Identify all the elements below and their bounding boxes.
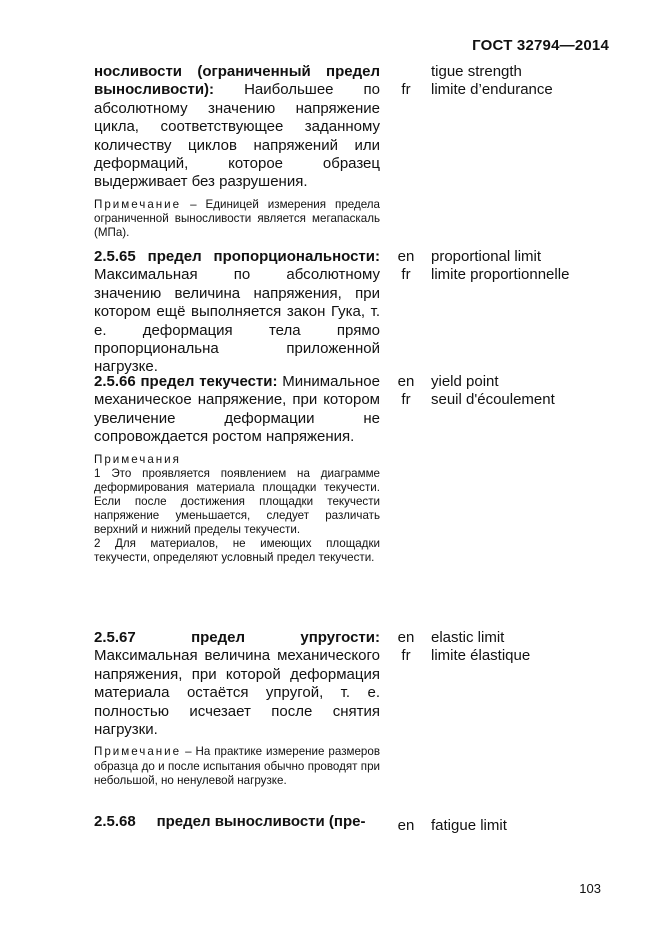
- note-label: Примечание: [94, 745, 182, 759]
- page-number: 103: [579, 881, 601, 896]
- lang-code: fr: [401, 647, 411, 665]
- foreign-term: limite d’endurance: [431, 81, 553, 99]
- term-number: 2.5.68: [94, 813, 136, 830]
- term-definition: Наибольшее по абсолютному значению напряжение цикла, соответствующее заданному количеству циклов напряжений или деформаций, которое образец выдерживает без разрушения.: [94, 81, 380, 191]
- lang-code: en: [397, 817, 415, 834]
- term-definition: Минимальное механическое напряжение, при котором увеличение деформации не сопровождается ростом напряжения.: [94, 373, 380, 446]
- foreign-term: elastic limit: [431, 629, 505, 646]
- entry-2-5-66: [94, 373, 380, 565]
- entry-notes: [94, 453, 380, 566]
- foreign-terms: [431, 629, 651, 666]
- language-codes: [394, 63, 418, 100]
- language-codes: [394, 373, 418, 410]
- entry-body: [94, 373, 380, 447]
- foreign-term: fatigue limit: [431, 817, 507, 834]
- entry-2-5-68: [94, 813, 380, 831]
- lang-code: en: [397, 373, 415, 390]
- term-name: носливости (ограниченный предел выносливости):: [94, 63, 380, 99]
- entry-body: [94, 63, 380, 192]
- foreign-term: yield point: [431, 373, 499, 390]
- lang-code: en: [397, 248, 415, 265]
- language-codes: [394, 817, 418, 835]
- term-name: предел пропорциональности:: [147, 248, 380, 265]
- note-text: – На практике измерение размеров образца до и после испытания обычно проводят при небольшой, но ненулевой нагрузке.: [94, 745, 380, 787]
- note-item: 2 Для материалов, не имеющих площадки текучести, определяют условный предел текучести.: [94, 537, 380, 565]
- term-name: предел выносливости (пре-: [156, 813, 366, 830]
- term-number: 2.5.66: [94, 373, 136, 390]
- entry-body: [94, 248, 380, 377]
- lang-code: fr: [401, 266, 411, 284]
- entry-2-5-65: [94, 248, 380, 377]
- lang-code: fr: [401, 81, 411, 99]
- lang-code: [394, 63, 418, 81]
- foreign-term: limite proportionnelle: [431, 266, 570, 284]
- foreign-terms: [431, 817, 651, 835]
- note-item: 1 Это проявляется появлением на диаграмме деформирования материала площадки текучести. Если после достижения площадки текучести напряжение уменьшается, следует различать верхний и нижний пределы текучести.: [94, 466, 380, 537]
- entry-note: [94, 745, 380, 787]
- foreign-term: seuil d'écoulement: [431, 391, 555, 409]
- lang-code: en: [397, 629, 415, 646]
- language-codes: [394, 629, 418, 666]
- term-definition: Максимальная по абсолютному значению величина напряжения, при котором ещё выполняется закон Гука, т. е. деформация тела прямо пропорциональна приложенной нагрузке.: [94, 266, 380, 376]
- entry-2-5-67: [94, 629, 380, 788]
- entry-note: [94, 198, 380, 240]
- foreign-terms: [431, 248, 651, 285]
- foreign-terms: [431, 63, 651, 100]
- term-definition: Максимальная величина механического напряжения, при которой деформация материала остаётся упругой, т. е. полностью исчезает после снятия нагрузки.: [94, 647, 380, 739]
- note-label: Примечания: [94, 452, 181, 466]
- term-name: предел упругости:: [191, 629, 380, 646]
- foreign-term: tigue strength: [431, 63, 522, 80]
- note-label: Примечание: [94, 197, 182, 211]
- foreign-term: proportional limit: [431, 248, 542, 265]
- foreign-terms: [431, 373, 651, 410]
- entry-continued: [94, 63, 380, 240]
- note-text: – Единицей измерения предела ограниченной выносливости является мегапаскаль (МПа).: [94, 197, 380, 240]
- entry-body: [94, 629, 380, 739]
- document-header: ГОСТ 32794—2014: [472, 37, 609, 54]
- entry-body: [94, 813, 380, 831]
- foreign-term: limite élastique: [431, 647, 531, 665]
- term-number: 2.5.65: [94, 248, 136, 265]
- lang-code: fr: [401, 391, 411, 409]
- term-name: предел текучести:: [140, 373, 278, 390]
- term-number: 2.5.67: [94, 629, 136, 646]
- language-codes: [394, 248, 418, 285]
